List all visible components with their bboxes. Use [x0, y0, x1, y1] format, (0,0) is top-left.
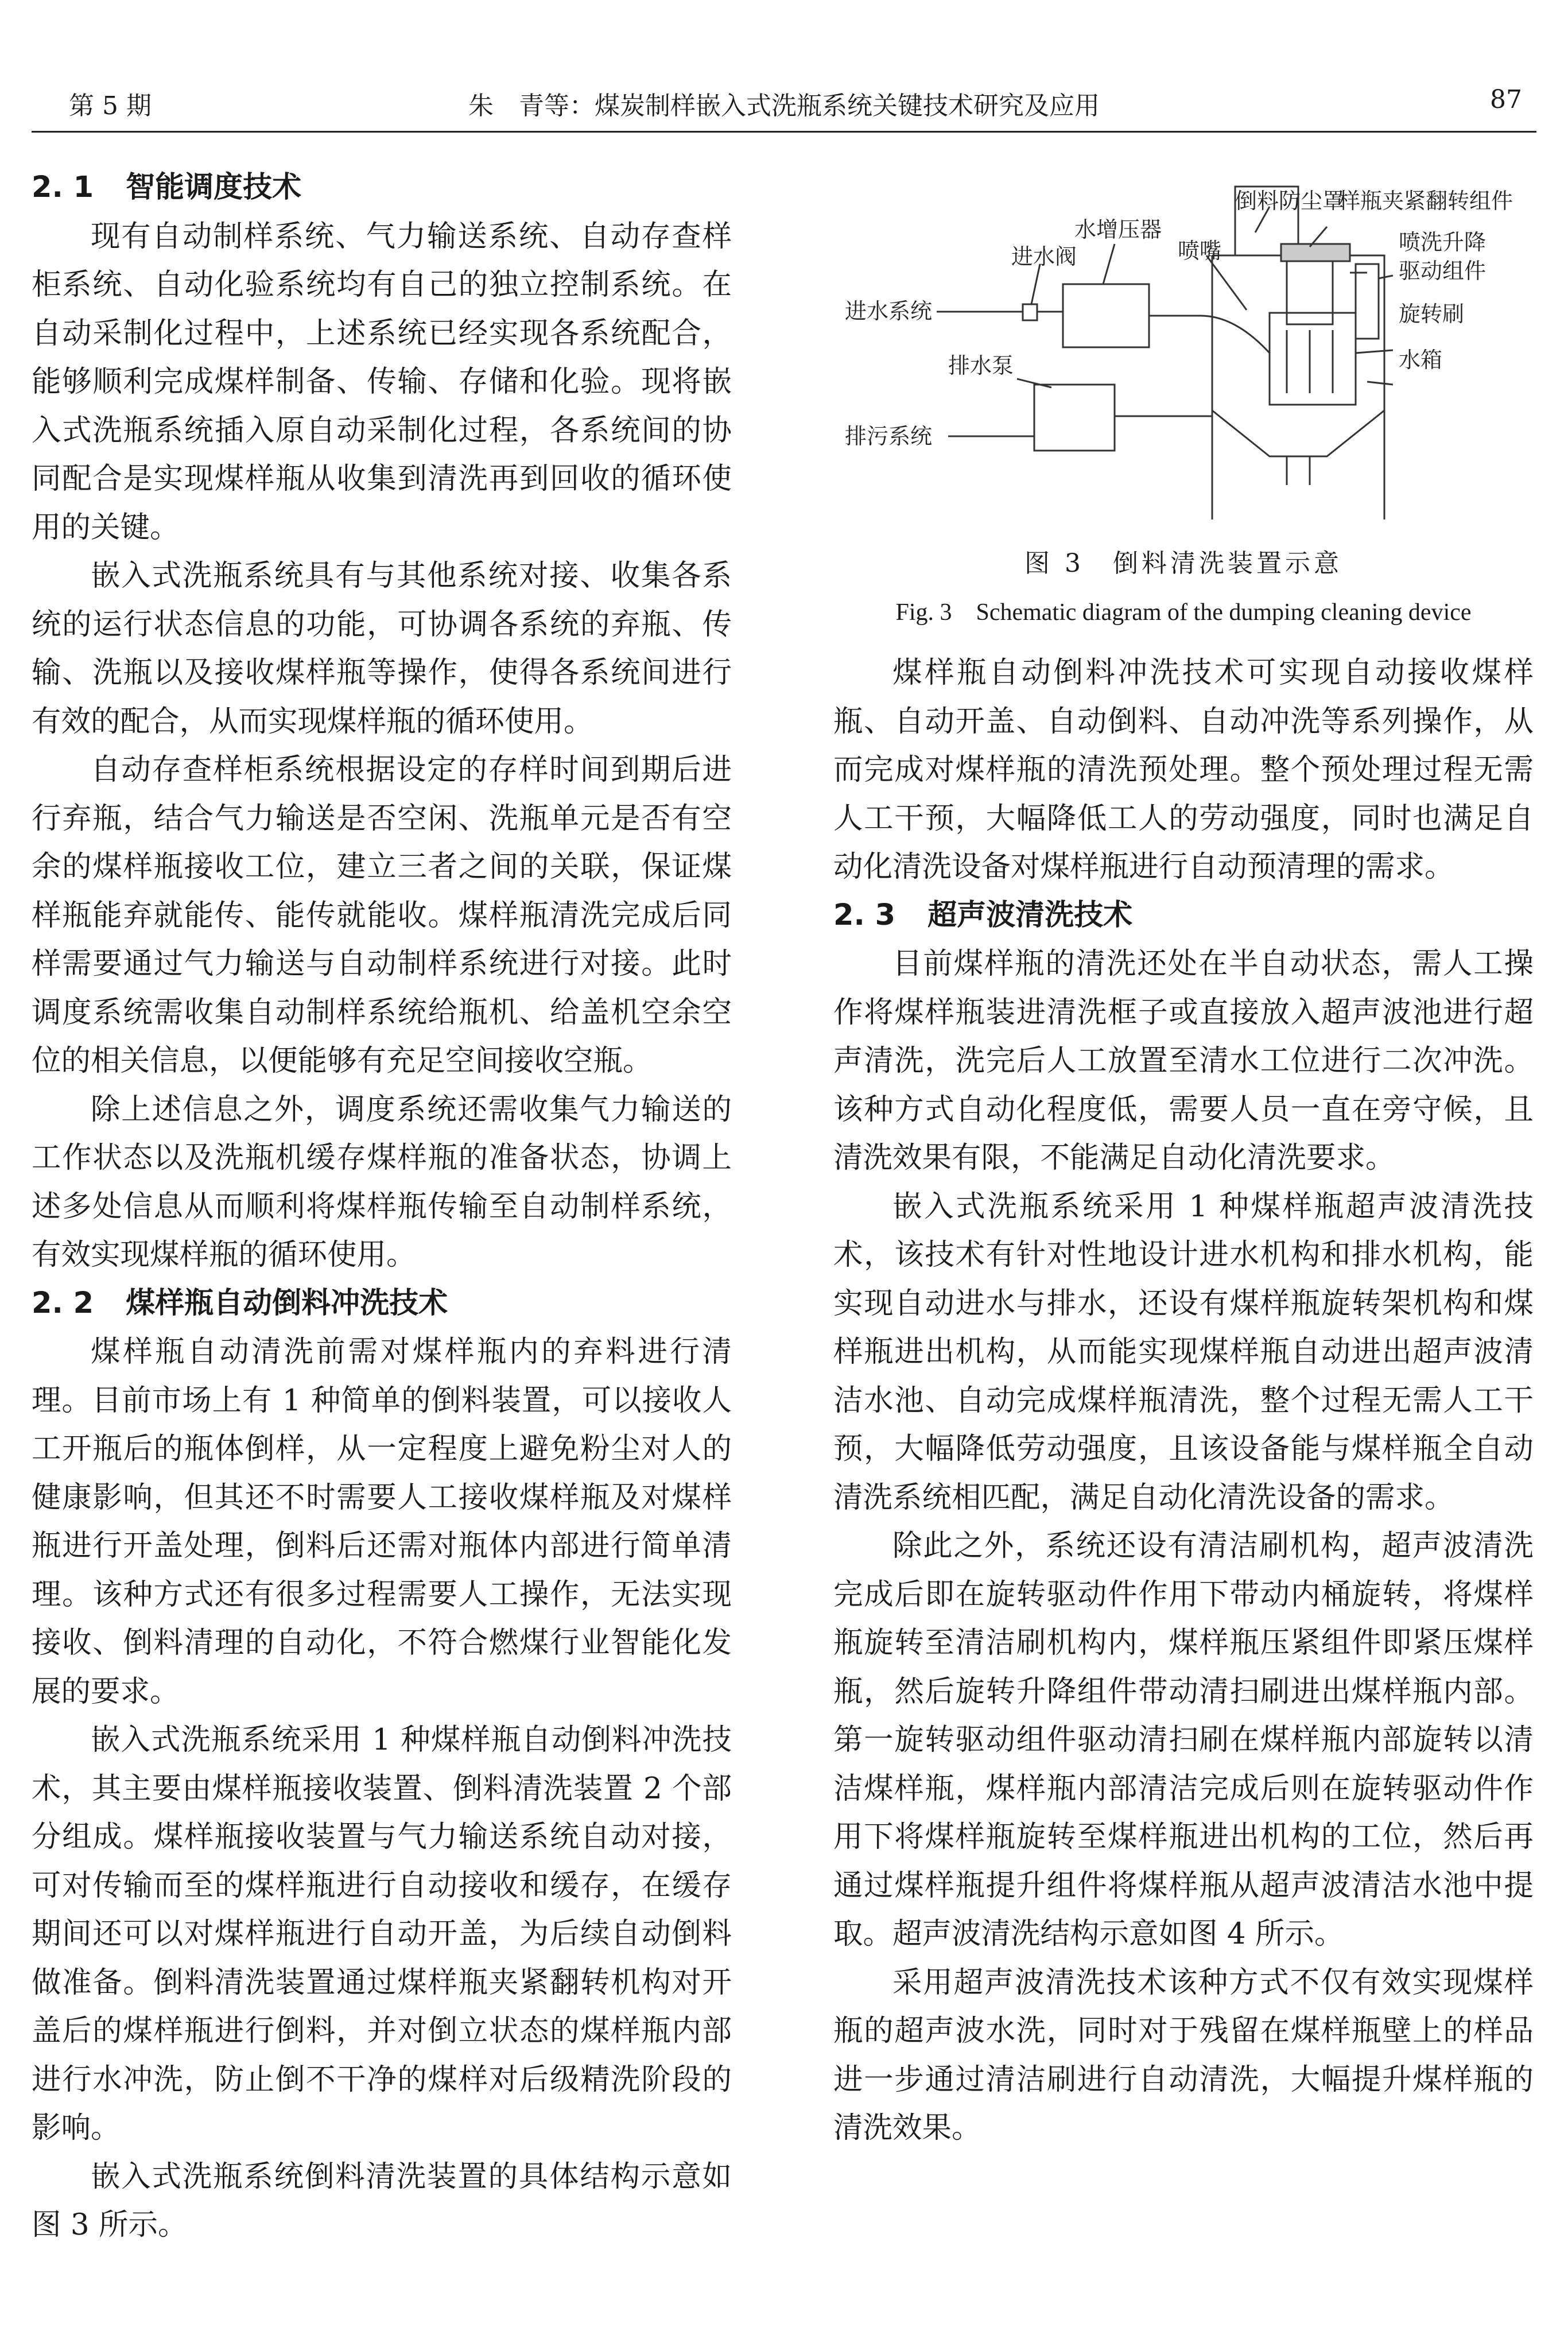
label-inlet-valve: 进水阀	[1011, 244, 1077, 269]
issue-number: 第 5 期	[69, 91, 152, 121]
section-number: 2. 2	[32, 1286, 94, 1320]
left-column	[32, 164, 732, 2250]
page-header	[0, 0, 1568, 132]
bottle-shape	[1287, 261, 1333, 324]
paragraph: 嵌入式洗瓶系统采用 1 种煤样瓶自动倒料冲洗技术，其主要由煤样瓶接收装置、倒料清洗装置 2 个部分组成。煤样瓶接收装置与气力输送系统自动对接，可对传输而至的煤样瓶进行自动接收和缓存，在缓存期间还可以对煤样瓶进行自动开盖，为后续自动倒料做准备。倒料清洗装置通过煤样瓶夹紧翻转机构对开盖后的煤样瓶进行倒料，并对倒立状态的煤样瓶内部进行水冲洗，防止倒不干净的煤样对后级精洗阶段的影响。	[32, 1723, 732, 2145]
label-water-tank: 水箱	[1399, 347, 1443, 373]
figure-3-diagram	[833, 164, 1534, 531]
drain-pump-shape	[1034, 385, 1115, 451]
paragraph: 自动存查样柜系统根据设定的存样时间到期后进行弃瓶，结合气力输送是否空闲、洗瓶单元是否有空余的煤样瓶接收工位，建立三者之间的关联，保证煤样瓶能弃就能传、能传就能收。煤样瓶清洗完成后同样需要通过气力输送与自动制样系统进行对接。此时调度系统需收集自动制样系统给瓶机、给盖机空余空位的相关信息，以便能够有充足空间接收空瓶。	[32, 753, 732, 1078]
label-nozzle: 喷嘴	[1178, 238, 1222, 263]
figure-caption-cn: 图 3 倒料清洗装置示意	[1024, 549, 1342, 578]
paragraph: 嵌入式洗瓶系统倒料清洗装置的具体结构示意如图 3 所示。	[32, 2159, 732, 2242]
paragraph: 除此之外，系统还设有清洁刷机构，超声波清洗完成后即在旋转驱动件作用下带动内桶旋转，将煤样瓶旋转至清洁刷机构内，煤样瓶压紧组件即紧压煤样瓶，然后旋转升降组件带动清扫刷进出煤样瓶内部。第一旋转驱动组件驱动清扫刷在煤样瓶内部旋转以清洁煤样瓶，煤样瓶内部清洁完成后则在旋转驱动件作用下将煤样瓶旋转至煤样瓶进出机构的工位，然后再通过煤样瓶提升组件将煤样瓶从超声波清洁水池中提取。超声波清洗结构示意如图 4 所示。	[833, 1529, 1534, 1951]
label-rotary-brush: 旋转刷	[1399, 301, 1465, 327]
label-spray-lift: 喷洗升降	[1399, 230, 1487, 255]
section-title: 超声波清洗技术	[927, 898, 1133, 932]
page-number: 87	[1490, 85, 1522, 114]
label-booster: 水增压器	[1074, 217, 1162, 242]
label-dust-cover: 倒料防尘罩	[1235, 188, 1345, 214]
running-title: 朱 青等：煤炭制样嵌入式洗瓶系统关键技术研究及应用	[468, 91, 1100, 121]
section-number: 2. 3	[833, 898, 896, 932]
section-heading-2-3	[833, 891, 1534, 940]
paragraph: 目前煤样瓶的清洗还处在半自动状态，需人工操作将煤样瓶装进清洗框子或直接放入超声波池进行超声清洗，洗完后人工放置至清水工位进行二次冲洗。该种方式自动化程度低，需要人员一直在旁守候，且清洗效果有限，不能满足自动化清洗要求。	[833, 947, 1534, 1175]
figure-3	[833, 164, 1534, 649]
label-drain-pump: 排水泵	[948, 353, 1014, 378]
booster-shape	[1063, 284, 1149, 347]
cabinet-shape	[1212, 255, 1384, 456]
right-column	[833, 164, 1534, 2153]
section-heading-2-1	[32, 164, 732, 212]
water-tank-shape	[1270, 313, 1356, 405]
label-drive-assembly: 驱动组件	[1399, 258, 1487, 284]
paragraph: 除上述信息之外，调度系统还需收集气力输送的工作状态以及洗瓶机缓存煤样瓶的准备状态，协调上述多处信息从而顺利将煤样瓶传输至自动制样系统，有效实现煤样瓶的循环使用。	[32, 1092, 732, 1272]
paragraph: 现有自动制样系统、气力输送系统、自动存查样柜系统、自动化验系统均有自己的独立控制系统。在自动采制化过程中，上述系统已经实现各系统配合，能够顺利完成煤样制备、传输、存储和化验。现将嵌入式洗瓶系统插入原自动采制化过程，各系统间的协同配合是实现煤样瓶从收集到清洗再到回收的循环使用的关键。	[32, 219, 732, 545]
paragraph: 采用超声波清洗技术该种方式不仅有效实现煤样瓶的超声波水洗，同时对于残留在煤样瓶壁上的样品进一步通过清洁刷进行自动清洗，大幅提升煤样瓶的清洗效果。	[833, 1965, 1534, 2145]
figure-caption-en: Fig. 3 Schematic diagram of the dumping cleaning device	[895, 599, 1472, 626]
label-sewage-system: 排污系统	[845, 424, 933, 449]
section-number: 2. 1	[32, 170, 94, 204]
spray-lift-shape	[1356, 264, 1379, 339]
label-clamp-flip: 样瓶夹紧翻转组件	[1338, 188, 1513, 214]
section-heading-2-2	[32, 1279, 732, 1328]
section-title: 智能调度技术	[126, 170, 302, 204]
paragraph: 煤样瓶自动倒料冲洗技术可实现自动接收煤样瓶、自动开盖、自动倒料、自动冲洗等系列操作，从而完成对煤样瓶的清洗预处理。整个预处理过程无需人工干预，大幅降低工人的劳动强度，同时也满足自动化清洗设备对煤样瓶进行自动预清理的需求。	[833, 656, 1534, 884]
label-water-inlet-system: 进水系统	[845, 298, 933, 324]
section-title: 煤样瓶自动倒料冲洗技术	[126, 1286, 448, 1320]
paragraph: 煤样瓶自动清洗前需对煤样瓶内的弃料进行清理。目前市场上有 1 种简单的倒料装置，可以接收人工开瓶后的瓶体倒样，从一定程度上避免粉尘对人的健康影响，但其还不时需要人工接收煤样瓶及对煤样瓶进行开盖处理，倒料后还需对瓶体内部进行简单清理。该种方式还有很多过程需要人工操作，无法实现接收、倒料清理的自动化，不符合燃煤行业智能化发展的要求。	[32, 1335, 732, 1709]
paragraph: 嵌入式洗瓶系统具有与其他系统对接、收集各系统的运行状态信息的功能，可协调各系统的弃瓶、传输、洗瓶以及接收煤样瓶等操作，使得各系统间进行有效的配合，从而实现煤样瓶的循环使用。	[32, 559, 732, 739]
paragraph: 嵌入式洗瓶系统采用 1 种煤样瓶超声波清洗技术，该技术有针对性地设计进水机构和排水机构，能实现自动进水与排水，还设有煤样瓶旋转架机构和煤样瓶进出机构，从而能实现煤样瓶自动进出超声波清洁水池、自动完成煤样瓶清洗，整个过程无需人工干预，大幅降低劳动强度，且该设备能与煤样瓶全自动清洗系统相匹配，满足自动化清洗设备的需求。	[833, 1189, 1534, 1515]
header-rule	[32, 131, 1536, 133]
